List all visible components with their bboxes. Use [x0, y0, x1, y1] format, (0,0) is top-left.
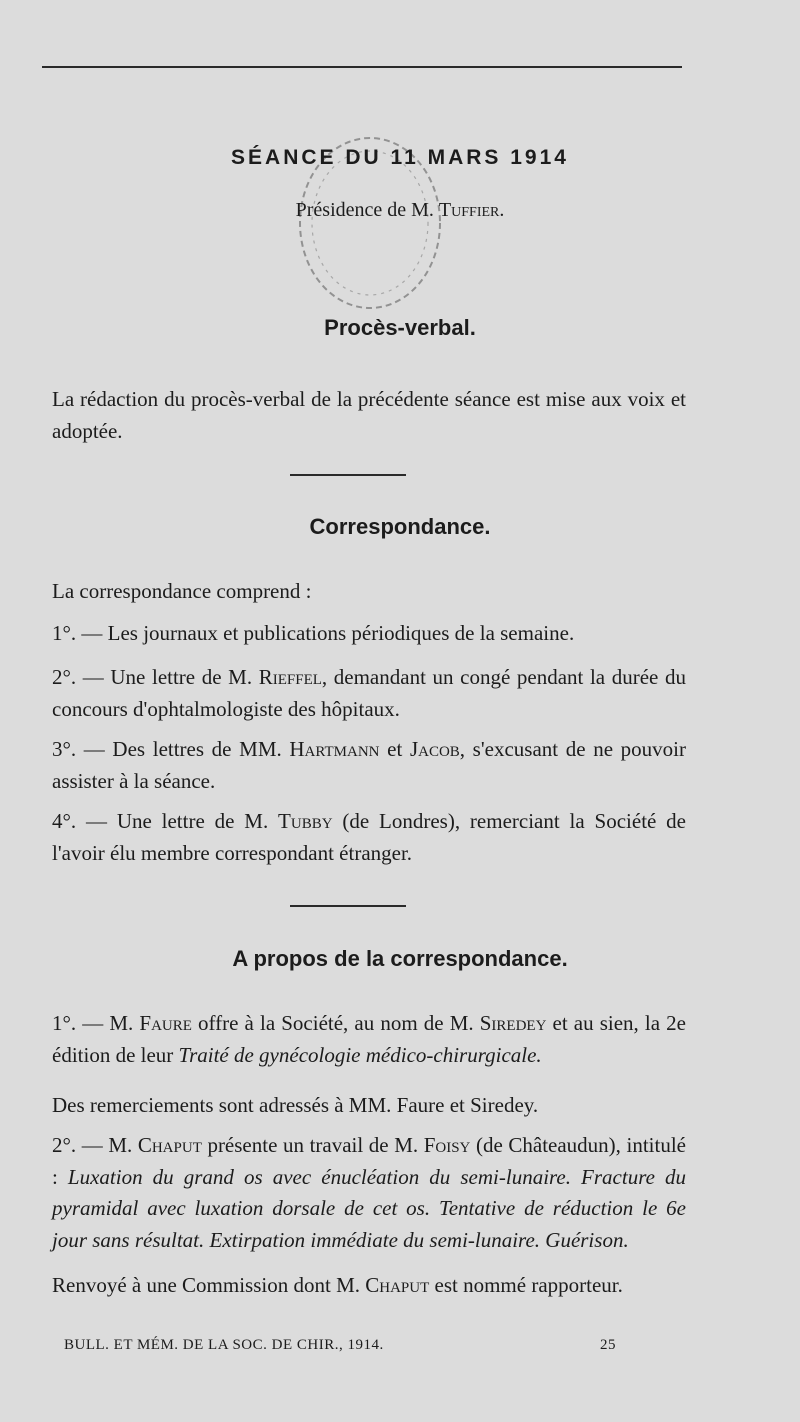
correspondance-item-4: 4°. — Une lettre de M. Tubby (de Londres), remerciant la Société de l'avoir élu membre correspondant étranger. [52, 809, 687, 865]
correspondance-item-3: 3°. — Des lettres de MM. Hartmann et Jacob, s'excusant de ne pouvoir assister à la séance. [52, 737, 686, 793]
correspondance-item-1: 1°. — Les journaux et publications périodiques de la semaine. [52, 621, 575, 645]
page-number: 25 [600, 1337, 616, 1353]
divider-1 [290, 474, 406, 476]
propos-title: A propos de la correspondance. [232, 946, 568, 971]
correspondance-title: Correspondance. [309, 514, 491, 539]
proces-verbal-text: La rédaction du procès-verbal de la précédente séance est mise aux voix et adoptée. [52, 387, 686, 443]
footer-journal: BULL. ET MÉM. DE LA SOC. DE CHIR., 1914. [64, 1337, 384, 1353]
propos-item-1-thanks: Des remerciements sont adressés à MM. Faure et Siredey. [52, 1093, 539, 1117]
page-footer [64, 1337, 616, 1354]
seance-heading: SÉANCE DU 11 MARS 1914 [231, 146, 569, 169]
propos-item-1: 1°. — M. Faure offre à la Société, au nom de M. Siredey et au sien, la 2e édition de leur Traité de gynécologie médico-chirurgicale. [52, 1011, 686, 1067]
correspondance-intro: La correspondance comprend : [52, 579, 312, 603]
presidence-prefix: Présidence de M. [295, 199, 434, 221]
proces-verbal-title: Procès-verbal. [324, 315, 476, 340]
propos-item-2-renvoi: Renvoyé à une Commission dont M. Chaput est nommé rapporteur. [52, 1273, 623, 1297]
top-rule [42, 66, 682, 68]
presidence-line [0, 199, 800, 222]
correspondance-item-2: 2°. — Une lettre de M. Rieffel, demandant un congé pendant la durée du concours d'ophtalmologiste des hôpitaux. [52, 665, 686, 721]
president-name: Tuffier. [438, 199, 505, 221]
propos-item-2: 2°. — M. Chaput présente un travail de M. Foisy (de Châteaudun), intitulé : Luxation du grand os avec énucléation du semi-lunaire. Fracture du pyramidal avec luxation dorsale de cet os. Tentative de réduction le 6e jour sans résultat. Extirpation immédiate du semi-lunaire. Guérison. [52, 1133, 686, 1252]
divider-2 [290, 905, 406, 907]
